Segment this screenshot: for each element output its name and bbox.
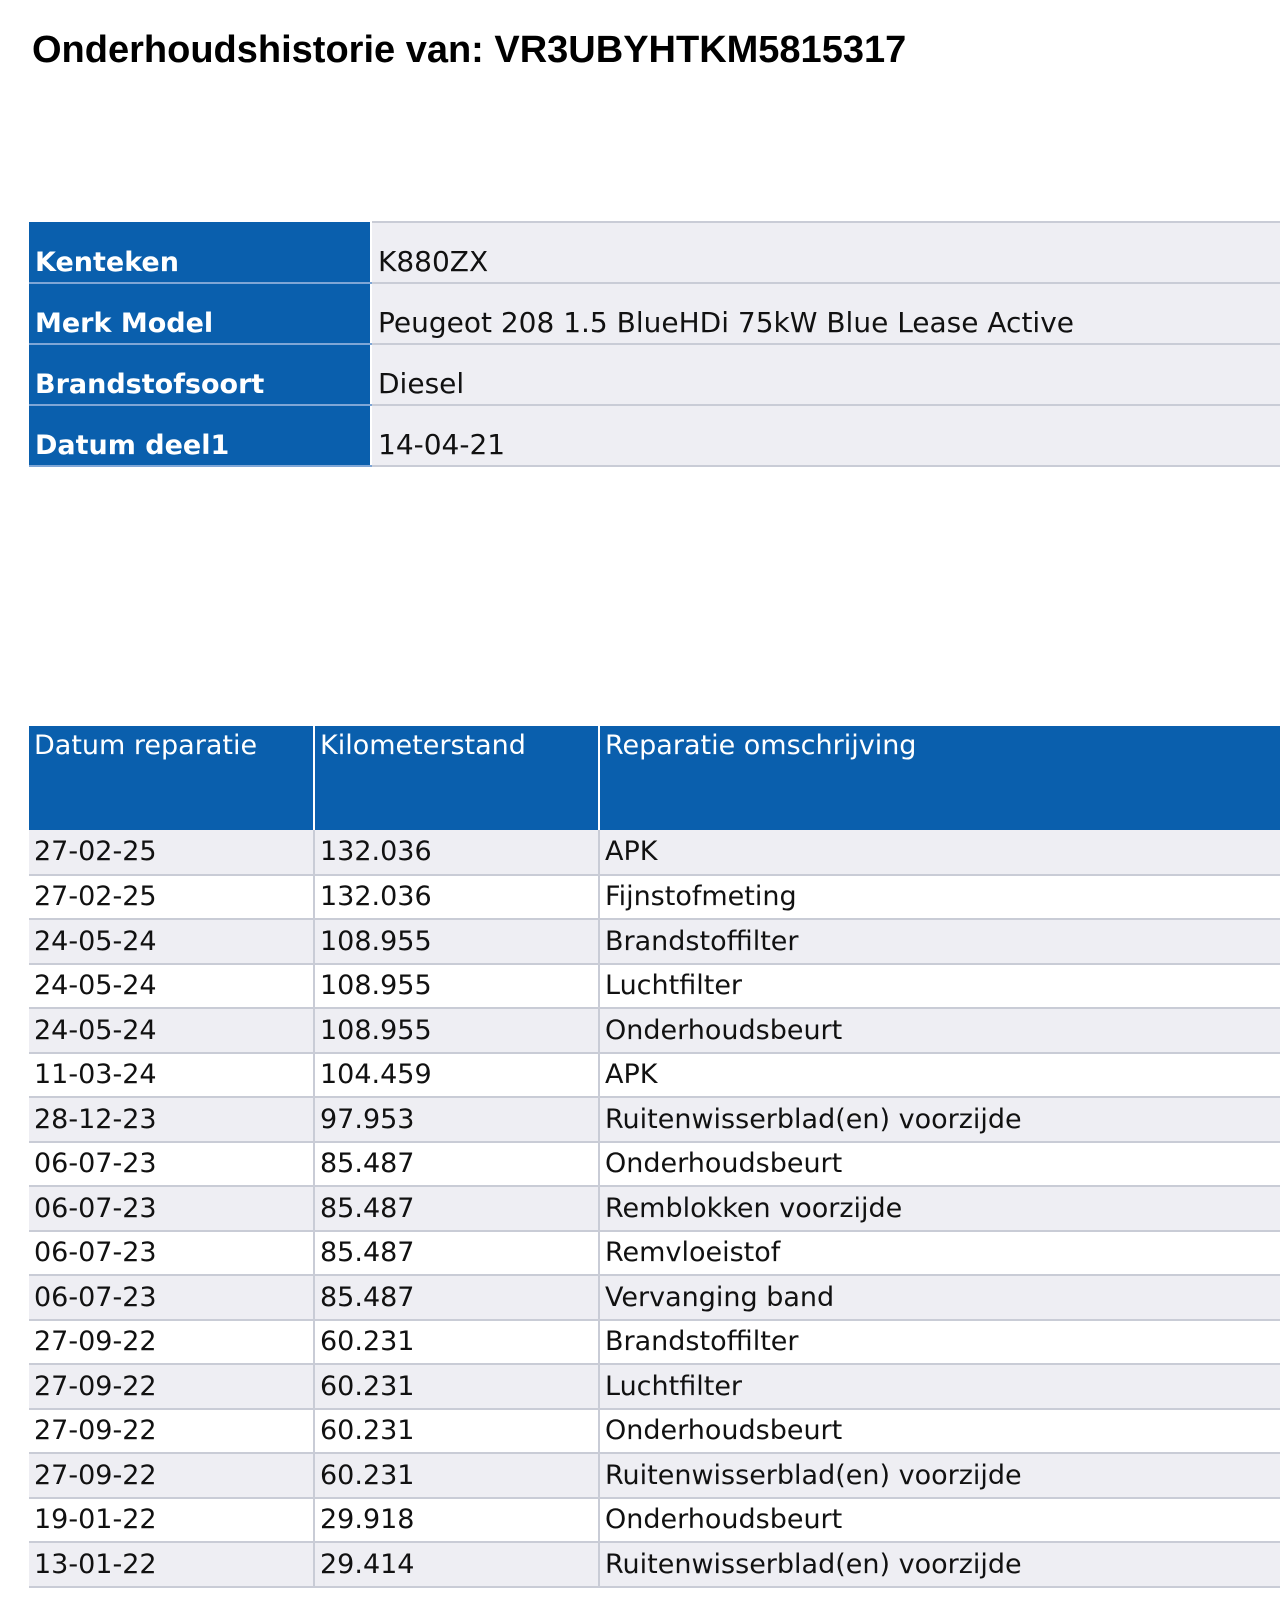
table-row	[29, 1498, 1280, 1543]
cell-datum: 06-07-23	[29, 1231, 314, 1276]
cell-datum: 13-01-22	[29, 1542, 314, 1587]
cell-kilometerstand: 60.231	[314, 1453, 599, 1498]
cell-datum: 27-02-25	[29, 875, 314, 920]
column-header-reparatie-omschrijving: Reparatie omschrijving	[599, 726, 1280, 830]
table-row	[29, 964, 1280, 1009]
table-row	[29, 1186, 1280, 1231]
cell-omschrijving: Ruitenwisserblad(en) voorzijde	[599, 1097, 1280, 1142]
column-header-datum-reparatie: Datum reparatie	[29, 726, 314, 830]
table-row	[29, 1231, 1280, 1276]
vehicle-info-row-merk-model	[29, 283, 1280, 344]
table-row	[29, 875, 1280, 920]
cell-omschrijving: Brandstoffilter	[599, 919, 1280, 964]
cell-datum: 27-09-22	[29, 1409, 314, 1454]
cell-omschrijving: Ruitenwisserblad(en) voorzijde	[599, 1542, 1280, 1587]
cell-kilometerstand: 60.231	[314, 1320, 599, 1365]
page-title: Onderhoudshistorie van: VR3UBYHTKM5815317	[32, 29, 907, 71]
vehicle-info-row-kenteken	[29, 222, 1280, 283]
datum-deel1-label: Datum deel1	[29, 405, 371, 466]
vehicle-info-row-datum	[29, 405, 1280, 466]
table-row	[29, 1053, 1280, 1098]
cell-kilometerstand: 97.953	[314, 1097, 599, 1142]
table-row	[29, 1320, 1280, 1365]
cell-datum: 11-03-24	[29, 1053, 314, 1098]
cell-kilometerstand: 60.231	[314, 1409, 599, 1454]
table-row	[29, 1275, 1280, 1320]
vehicle-info-table	[29, 221, 1280, 467]
cell-datum: 27-09-22	[29, 1453, 314, 1498]
cell-omschrijving: Vervanging band	[599, 1275, 1280, 1320]
kenteken-value: K880ZX	[371, 222, 1280, 283]
cell-omschrijving: Onderhoudsbeurt	[599, 1498, 1280, 1543]
cell-omschrijving: Fijnstofmeting	[599, 875, 1280, 920]
cell-datum: 27-09-22	[29, 1364, 314, 1409]
repair-history-table	[29, 726, 1280, 1588]
table-row	[29, 1542, 1280, 1587]
kenteken-label: Kenteken	[29, 222, 371, 283]
merk-model-label: Merk Model	[29, 283, 371, 344]
table-row	[29, 1097, 1280, 1142]
cell-omschrijving: Remvloeistof	[599, 1231, 1280, 1276]
cell-kilometerstand: 29.414	[314, 1542, 599, 1587]
cell-kilometerstand: 85.487	[314, 1231, 599, 1276]
table-row	[29, 1142, 1280, 1187]
brandstof-label: Brandstofsoort	[29, 344, 371, 405]
table-row	[29, 919, 1280, 964]
cell-kilometerstand: 85.487	[314, 1186, 599, 1231]
brandstof-value: Diesel	[371, 344, 1280, 405]
cell-kilometerstand: 132.036	[314, 830, 599, 875]
table-header-row	[29, 726, 1280, 830]
cell-datum: 24-05-24	[29, 919, 314, 964]
cell-omschrijving: Brandstoffilter	[599, 1320, 1280, 1365]
cell-omschrijving: APK	[599, 1053, 1280, 1098]
repair-history-body	[29, 830, 1280, 1587]
cell-omschrijving: Onderhoudsbeurt	[599, 1008, 1280, 1053]
datum-deel1-value: 14-04-21	[371, 405, 1280, 466]
cell-kilometerstand: 85.487	[314, 1142, 599, 1187]
table-row	[29, 1008, 1280, 1053]
cell-datum: 06-07-23	[29, 1142, 314, 1187]
cell-kilometerstand: 132.036	[314, 875, 599, 920]
cell-datum: 28-12-23	[29, 1097, 314, 1142]
merk-model-value: Peugeot 208 1.5 BlueHDi 75kW Blue Lease Active	[371, 283, 1280, 344]
cell-datum: 27-02-25	[29, 830, 314, 875]
table-row	[29, 1409, 1280, 1454]
cell-datum: 19-01-22	[29, 1498, 314, 1543]
cell-datum: 24-05-24	[29, 1008, 314, 1053]
cell-datum: 06-07-23	[29, 1186, 314, 1231]
vehicle-info-row-brandstof	[29, 344, 1280, 405]
cell-kilometerstand: 29.918	[314, 1498, 599, 1543]
table-row	[29, 830, 1280, 875]
cell-datum: 24-05-24	[29, 964, 314, 1009]
cell-omschrijving: Luchtfilter	[599, 964, 1280, 1009]
table-row	[29, 1364, 1280, 1409]
cell-kilometerstand: 108.955	[314, 919, 599, 964]
cell-omschrijving: Ruitenwisserblad(en) voorzijde	[599, 1453, 1280, 1498]
table-row	[29, 1453, 1280, 1498]
column-header-kilometerstand: Kilometerstand	[314, 726, 599, 830]
cell-kilometerstand: 108.955	[314, 1008, 599, 1053]
cell-kilometerstand: 85.487	[314, 1275, 599, 1320]
cell-omschrijving: APK	[599, 830, 1280, 875]
cell-omschrijving: Luchtfilter	[599, 1364, 1280, 1409]
cell-omschrijving: Onderhoudsbeurt	[599, 1409, 1280, 1454]
cell-kilometerstand: 60.231	[314, 1364, 599, 1409]
cell-omschrijving: Onderhoudsbeurt	[599, 1142, 1280, 1187]
cell-datum: 27-09-22	[29, 1320, 314, 1365]
cell-kilometerstand: 104.459	[314, 1053, 599, 1098]
cell-kilometerstand: 108.955	[314, 964, 599, 1009]
cell-datum: 06-07-23	[29, 1275, 314, 1320]
cell-omschrijving: Remblokken voorzijde	[599, 1186, 1280, 1231]
